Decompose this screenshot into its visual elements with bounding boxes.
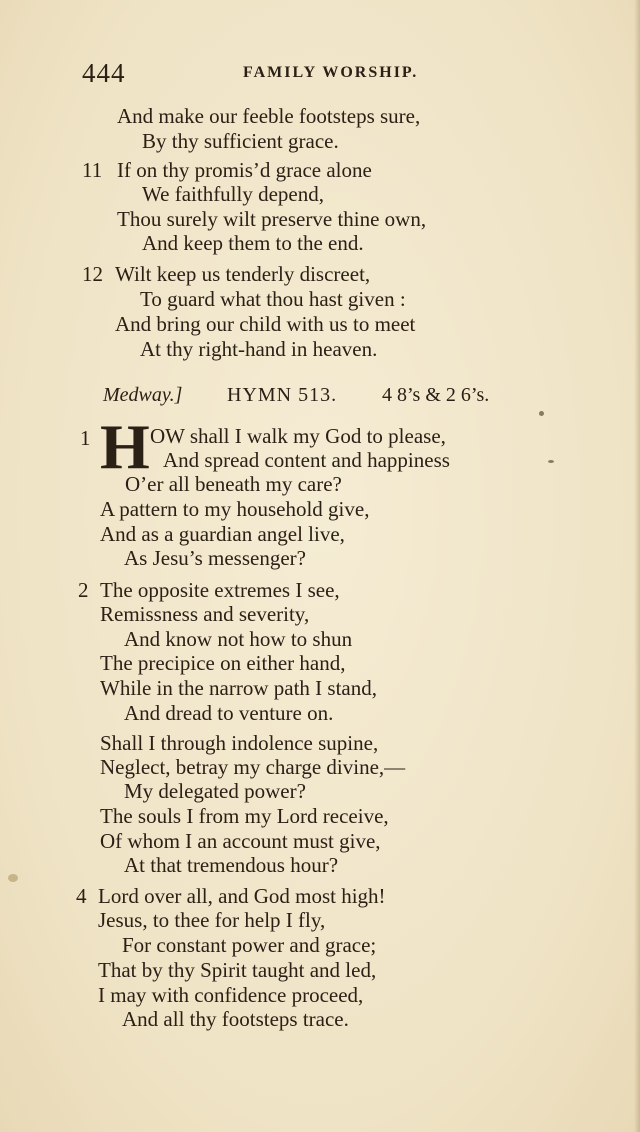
hymn-line: Shall I through indolence supine, [100,731,379,755]
hymn-line: Remissness and severity, [100,602,310,626]
hymn-line: The souls I from my Lord receive, [100,804,389,828]
verse-number: 2 [78,578,89,602]
paper-speck [539,411,544,416]
drop-cap: H [100,411,150,482]
hymn-line: At thy right-hand in heaven. [140,337,378,361]
hymn-title: HYMN 513. [227,384,338,406]
hymn-line: At that tremendous hour? [124,853,339,877]
hymn-line: As Jesu’s messenger? [124,546,306,570]
hymn-line: For constant power and grace; [122,933,377,957]
hymn-line: While in the narrow path I stand, [100,676,377,700]
hymn-line: Of whom I an account must give, [100,829,381,853]
tune-name: Medway.] [103,384,183,406]
page-header [0,58,640,90]
hymn-line: The precipice on either hand, [100,651,346,675]
verse-number: 11 [82,158,103,182]
hymn-line: We faithfully depend, [142,182,324,206]
hymn-line: And spread content and happiness [163,448,450,472]
hymn-line: By thy sufficient grace. [142,129,339,153]
hymn-line: If on thy promis’d grace alone [117,158,372,182]
hymn-line: O’er all beneath my care? [125,472,342,496]
hymn-line: And know not how to shun [124,627,353,651]
hymn-line: And keep them to the end. [142,231,364,255]
page-number: 444 [82,58,126,88]
paper-stain [8,874,18,882]
hymn-line: Wilt keep us tenderly discreet, [115,262,371,286]
page-edge-shadow [634,0,640,1132]
paper-speck [548,460,554,463]
hymn-line: Neglect, betray my charge divine,— [100,755,406,779]
hymn-line: And bring our child with us to meet [115,312,416,336]
hymn-line: Jesus, to thee for help I fly, [98,908,326,932]
hymn-line: A pattern to my household give, [100,497,370,521]
hymn-line: That by thy Spirit taught and led, [98,958,377,982]
hymn-line: And make our feeble footsteps sure, [117,104,421,128]
hymn-line: Lord over all, and God most high! [98,884,386,908]
hymn-heading [0,384,640,412]
verse-number: 4 [76,884,87,908]
hymn-line: To guard what thou hast given : [140,287,406,311]
running-head: FAMILY WORSHIP. [243,64,419,81]
verse-number: 1 [80,426,91,450]
hymn-line: Thou surely wilt preserve thine own, [117,207,427,231]
hymn-line: And as a guardian angel live, [100,522,345,546]
hymn-line: OW shall I walk my God to please, [150,424,446,448]
hymn-line: My delegated power? [124,779,306,803]
hymn-line: The opposite extremes I see, [100,578,340,602]
hymn-line: And all thy footsteps trace. [122,1007,349,1031]
hymn-meter: 4 8’s & 2 6’s. [382,384,490,406]
verse-number: 12 [82,262,103,286]
hymn-line: I may with confidence proceed, [98,983,364,1007]
hymn-line: And dread to venture on. [124,701,334,725]
